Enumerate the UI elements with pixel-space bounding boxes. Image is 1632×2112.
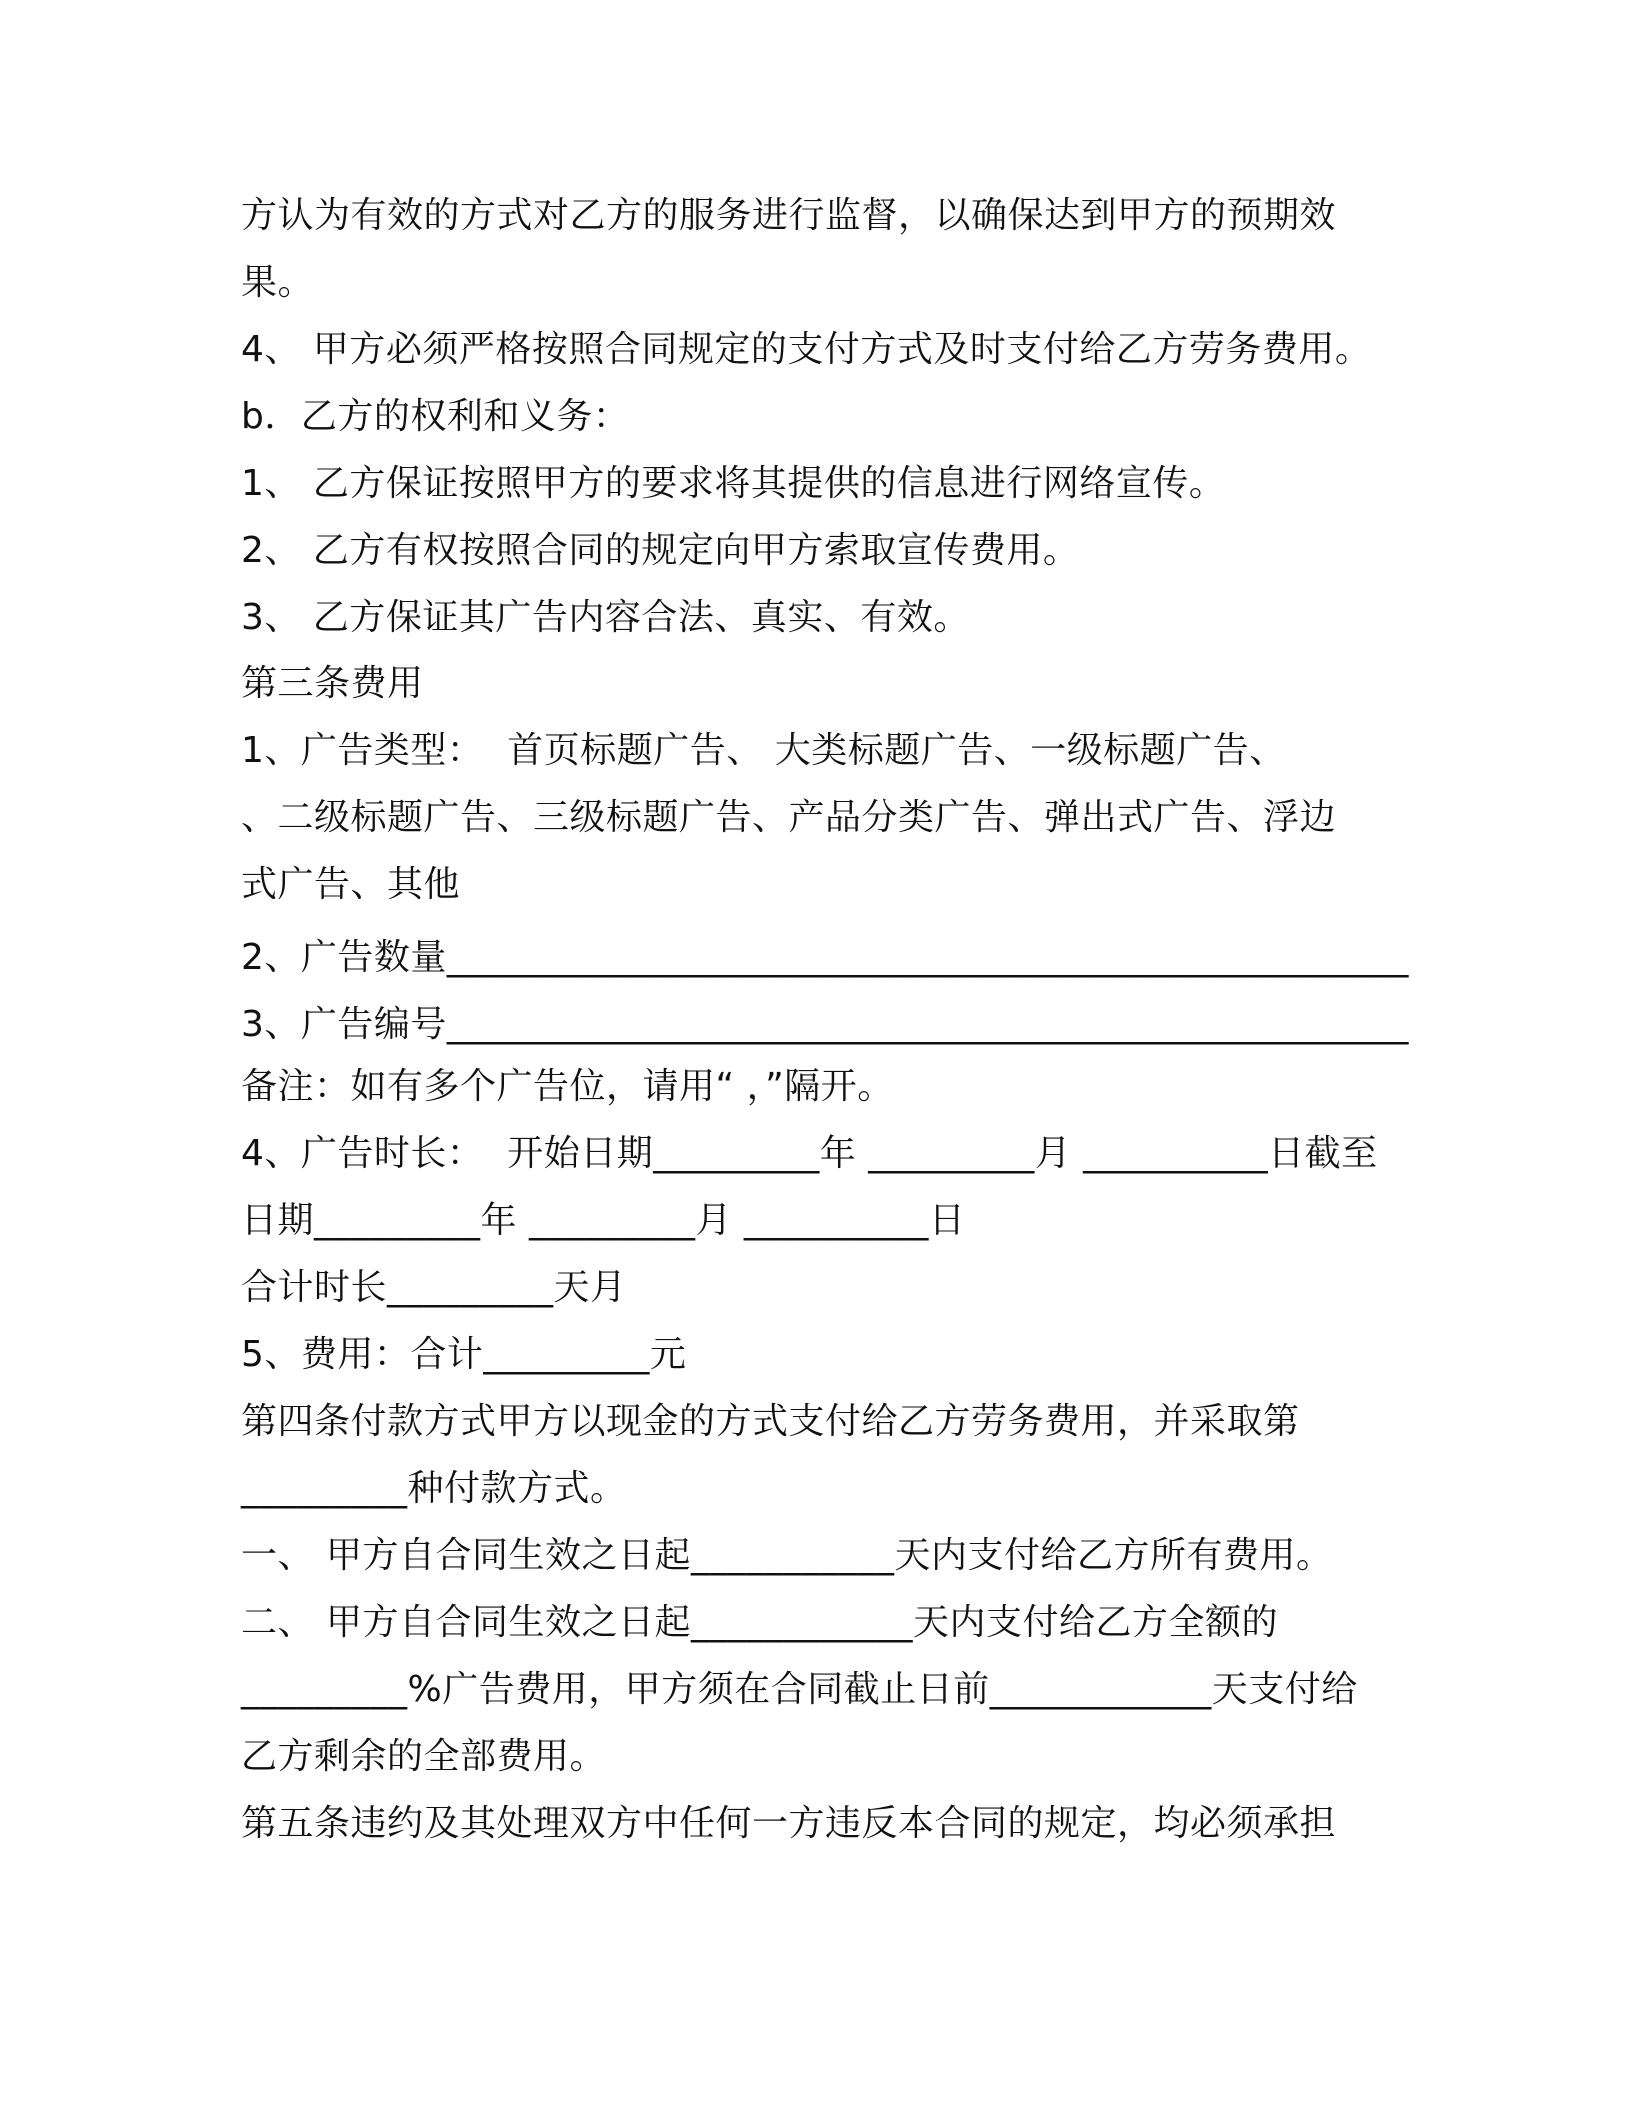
- clause-line: 一、 甲方自合同生效之日起___________天内支付给乙方所有费用。: [241, 1535, 1333, 1576]
- form-field-line: 5、费用：合计_________元: [241, 1334, 687, 1375]
- paragraph-line: 式广告、其他: [241, 864, 461, 905]
- form-field-line: 2、广告数量____________________________________________________: [241, 937, 1409, 978]
- paragraph-line: 果。: [241, 262, 315, 303]
- clause-line: 2、 乙方有权按照合同的规定向甲方索取宣传费用。: [241, 530, 1080, 571]
- form-field-line: 3、广告编号____________________________________________________: [241, 1004, 1409, 1045]
- note-line: 备注：如有多个广告位，请用“ ，”隔开。: [241, 1066, 894, 1107]
- paragraph-line: 、二级标题广告、三级标题广告、产品分类广告、弹出式广告、浮边: [241, 797, 1337, 838]
- section-heading: b．乙方的权利和义务：: [241, 396, 630, 437]
- article-heading: 第四条付款方式甲方以现金的方式支付给乙方劳务费用，并采取第: [241, 1401, 1300, 1442]
- paragraph-line: 乙方剩余的全部费用。: [241, 1736, 607, 1777]
- form-field-line: 日期_________年 _________月 __________日: [241, 1200, 966, 1241]
- paragraph-line: _________%广告费用，甲方须在合同截止日前____________天支付给: [241, 1669, 1358, 1710]
- clause-line: 二、 甲方自合同生效之日起____________天内支付给乙方全额的: [241, 1602, 1278, 1643]
- clause-line: 1、 乙方保证按照甲方的要求将其提供的信息进行网络宣传。: [241, 463, 1226, 504]
- article-heading: 第三条费用: [241, 663, 424, 704]
- form-field-line: 4、广告时长： 开始日期_________年 _________月 __________日截至: [241, 1133, 1378, 1174]
- article-heading: 第五条违约及其处理双方中任何一方违反本合同的规定，均必须承担: [241, 1803, 1337, 1844]
- paragraph-line: _________种付款方式。: [241, 1468, 627, 1509]
- paragraph-line: 方认为有效的方式对乙方的服务进行监督，以确保达到甲方的预期效: [241, 195, 1337, 236]
- form-field-line: 合计时长_________天月: [241, 1267, 627, 1308]
- clause-line: 4、 甲方必须严格按照合同规定的支付方式及时支付给乙方劳务费用。: [241, 329, 1372, 370]
- clause-line: 1、广告类型： 首页标题广告、 大类标题广告、一级标题广告、: [241, 730, 1286, 771]
- clause-line: 3、 乙方保证其广告内容合法、真实、有效。: [241, 597, 970, 638]
